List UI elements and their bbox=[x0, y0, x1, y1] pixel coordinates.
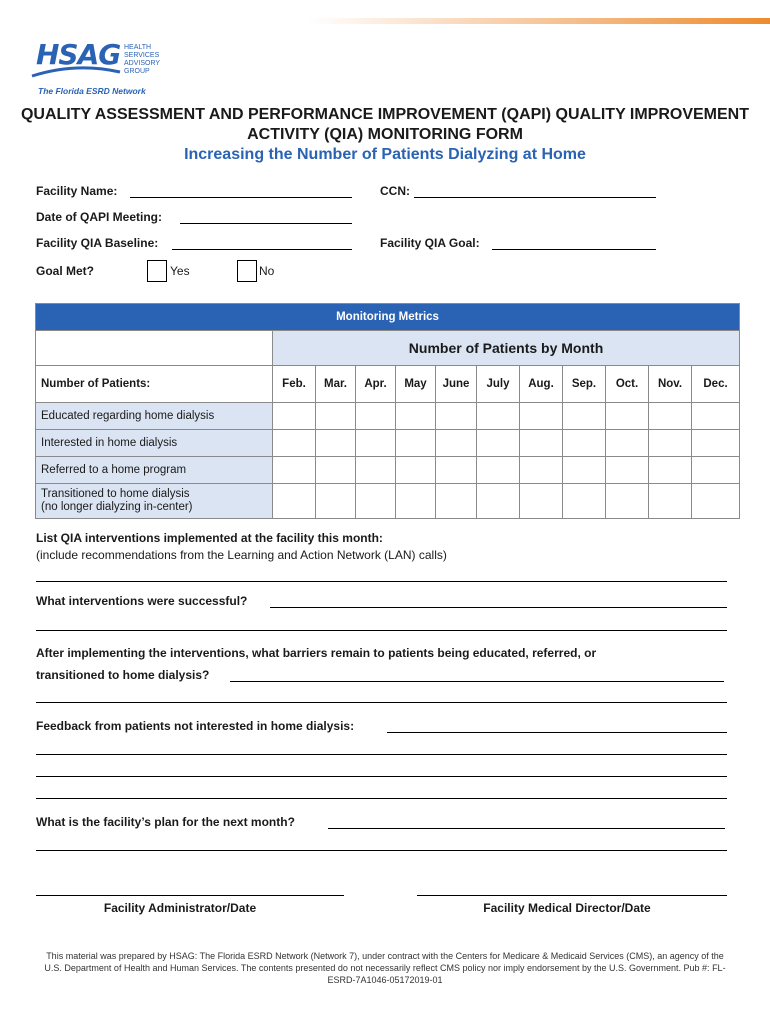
metric-cell[interactable] bbox=[520, 457, 563, 484]
q2-label: What interventions were successful? bbox=[36, 594, 248, 608]
blank-header-cell bbox=[36, 331, 273, 366]
metric-cell[interactable] bbox=[477, 484, 520, 519]
facility-name-field[interactable] bbox=[130, 184, 352, 198]
metric-row-label-line: (no longer dialyzing in-center) bbox=[41, 501, 193, 513]
metric-cell[interactable] bbox=[692, 403, 740, 430]
metric-cell[interactable] bbox=[606, 484, 649, 519]
q5-answer-line[interactable] bbox=[328, 828, 725, 829]
hsag-logo: HSAG bbox=[36, 38, 121, 71]
month-header: Mar. bbox=[316, 366, 356, 403]
q1-label: List QIA interventions implemented at the facility this month: bbox=[36, 531, 383, 545]
metric-cell[interactable] bbox=[273, 403, 316, 430]
page-title: QUALITY ASSESSMENT AND PERFORMANCE IMPROVEMENT (QAPI) QUALITY IMPROVEMENT ACTIVITY (QIA) MONITORING FORM bbox=[20, 106, 750, 143]
q4-answer-line-2[interactable] bbox=[36, 754, 727, 755]
metric-row-label: Referred to a home program bbox=[36, 457, 273, 484]
monitoring-metrics-header: Monitoring Metrics bbox=[36, 304, 740, 331]
q4-label: Feedback from patients not interested in home dialysis: bbox=[36, 719, 355, 733]
q3-label-cont: transitioned to home dialysis? bbox=[36, 668, 210, 682]
metric-cell[interactable] bbox=[436, 457, 477, 484]
month-header: Sep. bbox=[563, 366, 606, 403]
yes-label: Yes bbox=[170, 264, 190, 278]
metric-cell[interactable] bbox=[649, 403, 692, 430]
goal-met-no-checkbox[interactable] bbox=[237, 260, 257, 282]
metric-cell[interactable] bbox=[563, 484, 606, 519]
metric-row-label: Educated regarding home dialysis bbox=[36, 403, 273, 430]
metric-cell[interactable] bbox=[436, 403, 477, 430]
month-header: May bbox=[396, 366, 436, 403]
header-accent-bar bbox=[0, 18, 770, 24]
metric-cell[interactable] bbox=[520, 430, 563, 457]
metric-cell[interactable] bbox=[316, 403, 356, 430]
month-header: Dec. bbox=[692, 366, 740, 403]
metric-cell[interactable] bbox=[649, 457, 692, 484]
q5-label: What is the facility’s plan for the next month? bbox=[36, 815, 295, 829]
month-header: Feb. bbox=[273, 366, 316, 403]
metric-row-label bbox=[36, 484, 273, 519]
metric-cell[interactable] bbox=[356, 430, 396, 457]
metric-cell[interactable] bbox=[477, 403, 520, 430]
month-header: Aug. bbox=[520, 366, 563, 403]
metric-cell[interactable] bbox=[316, 457, 356, 484]
meeting-date-field[interactable] bbox=[180, 210, 352, 224]
metric-cell[interactable] bbox=[563, 430, 606, 457]
metric-cell[interactable] bbox=[563, 403, 606, 430]
meeting-date-label: Date of QAPI Meeting: bbox=[36, 210, 163, 224]
q3-label: After implementing the interventions, what barriers remain to patients being educated, referred, or bbox=[36, 646, 597, 660]
ccn-label: CCN: bbox=[380, 184, 410, 198]
q4-answer-line[interactable] bbox=[387, 732, 727, 733]
q2-answer-line-2[interactable] bbox=[36, 630, 727, 631]
metric-cell[interactable] bbox=[477, 430, 520, 457]
metric-cell[interactable] bbox=[316, 484, 356, 519]
metric-row-label-line: Transitioned to home dialysis bbox=[41, 488, 190, 500]
month-header: Apr. bbox=[356, 366, 396, 403]
metric-cell[interactable] bbox=[477, 457, 520, 484]
logo-network: The Florida ESRD Network bbox=[38, 86, 146, 96]
admin-signature-line[interactable] bbox=[36, 895, 344, 896]
q2-answer-line[interactable] bbox=[270, 607, 727, 608]
metric-cell[interactable] bbox=[316, 430, 356, 457]
q4-answer-line-3[interactable] bbox=[36, 776, 727, 777]
q4-answer-line-4[interactable] bbox=[36, 798, 727, 799]
goal-field[interactable] bbox=[492, 236, 656, 250]
metric-row-label: Interested in home dialysis bbox=[36, 430, 273, 457]
metric-cell[interactable] bbox=[396, 430, 436, 457]
baseline-label: Facility QIA Baseline: bbox=[36, 236, 159, 250]
metric-cell[interactable] bbox=[649, 484, 692, 519]
metric-cell[interactable] bbox=[520, 403, 563, 430]
metric-cell[interactable] bbox=[606, 430, 649, 457]
metric-cell[interactable] bbox=[356, 403, 396, 430]
metric-cell[interactable] bbox=[396, 484, 436, 519]
q3-answer-line[interactable] bbox=[230, 681, 724, 682]
month-header: Nov. bbox=[649, 366, 692, 403]
metric-cell[interactable] bbox=[692, 484, 740, 519]
metric-cell[interactable] bbox=[606, 403, 649, 430]
logo-swoosh-icon bbox=[30, 60, 122, 80]
director-signature-label: Facility Medical Director/Date bbox=[483, 901, 651, 915]
q3-answer-line-2[interactable] bbox=[36, 702, 727, 703]
goal-met-yes-checkbox[interactable] bbox=[147, 260, 167, 282]
ccn-field[interactable] bbox=[414, 184, 656, 198]
metric-cell[interactable] bbox=[273, 457, 316, 484]
metric-cell[interactable] bbox=[649, 430, 692, 457]
metric-cell[interactable] bbox=[273, 484, 316, 519]
monitoring-metrics-table bbox=[35, 303, 740, 519]
q1-note: (include recommendations from the Learning and Action Network (LAN) calls) bbox=[36, 548, 447, 562]
baseline-field[interactable] bbox=[172, 236, 352, 250]
goal-met-label: Goal Met? bbox=[36, 264, 95, 278]
row-header-cell: Number of Patients: bbox=[36, 366, 273, 403]
month-header: June bbox=[436, 366, 477, 403]
logo-subtitle: HEALTH SERVICES ADVISORY GROUP bbox=[124, 44, 160, 75]
no-label: No bbox=[259, 264, 275, 278]
month-header: Oct. bbox=[606, 366, 649, 403]
goal-label: Facility QIA Goal: bbox=[380, 236, 480, 250]
metric-cell[interactable] bbox=[356, 484, 396, 519]
metric-cell[interactable] bbox=[436, 484, 477, 519]
footer-disclaimer: This material was prepared by HSAG: The Florida ESRD Network (Network 7), under contract with the Centers for Medicare & Medicaid Services (CMS), an agency of the U.S. Department of Health and Human Services. The contents presented do not necessarily reflect CMS policy nor imply endorsement by the U.S. Government. Pub #: FL-ESRD-7A1046-05172019-01 bbox=[44, 951, 726, 985]
metric-cell[interactable] bbox=[436, 430, 477, 457]
page-subtitle: Increasing the Number of Patients Dialyzing at Home bbox=[184, 146, 586, 163]
metric-cell[interactable] bbox=[396, 457, 436, 484]
metric-cell[interactable] bbox=[563, 457, 606, 484]
admin-signature-label: Facility Administrator/Date bbox=[103, 901, 257, 915]
director-signature-line[interactable] bbox=[417, 895, 727, 896]
by-month-header: Number of Patients by Month bbox=[273, 331, 740, 366]
metric-cell[interactable] bbox=[273, 430, 316, 457]
metric-cell[interactable] bbox=[396, 403, 436, 430]
metric-cell[interactable] bbox=[692, 457, 740, 484]
month-header: July bbox=[477, 366, 520, 403]
metric-cell[interactable] bbox=[356, 457, 396, 484]
metric-cell[interactable] bbox=[520, 484, 563, 519]
q5-answer-line-2[interactable] bbox=[36, 850, 727, 851]
facility-name-label: Facility Name: bbox=[36, 184, 118, 198]
q1-answer-line[interactable] bbox=[36, 581, 727, 582]
metric-cell[interactable] bbox=[692, 430, 740, 457]
metric-cell[interactable] bbox=[606, 457, 649, 484]
